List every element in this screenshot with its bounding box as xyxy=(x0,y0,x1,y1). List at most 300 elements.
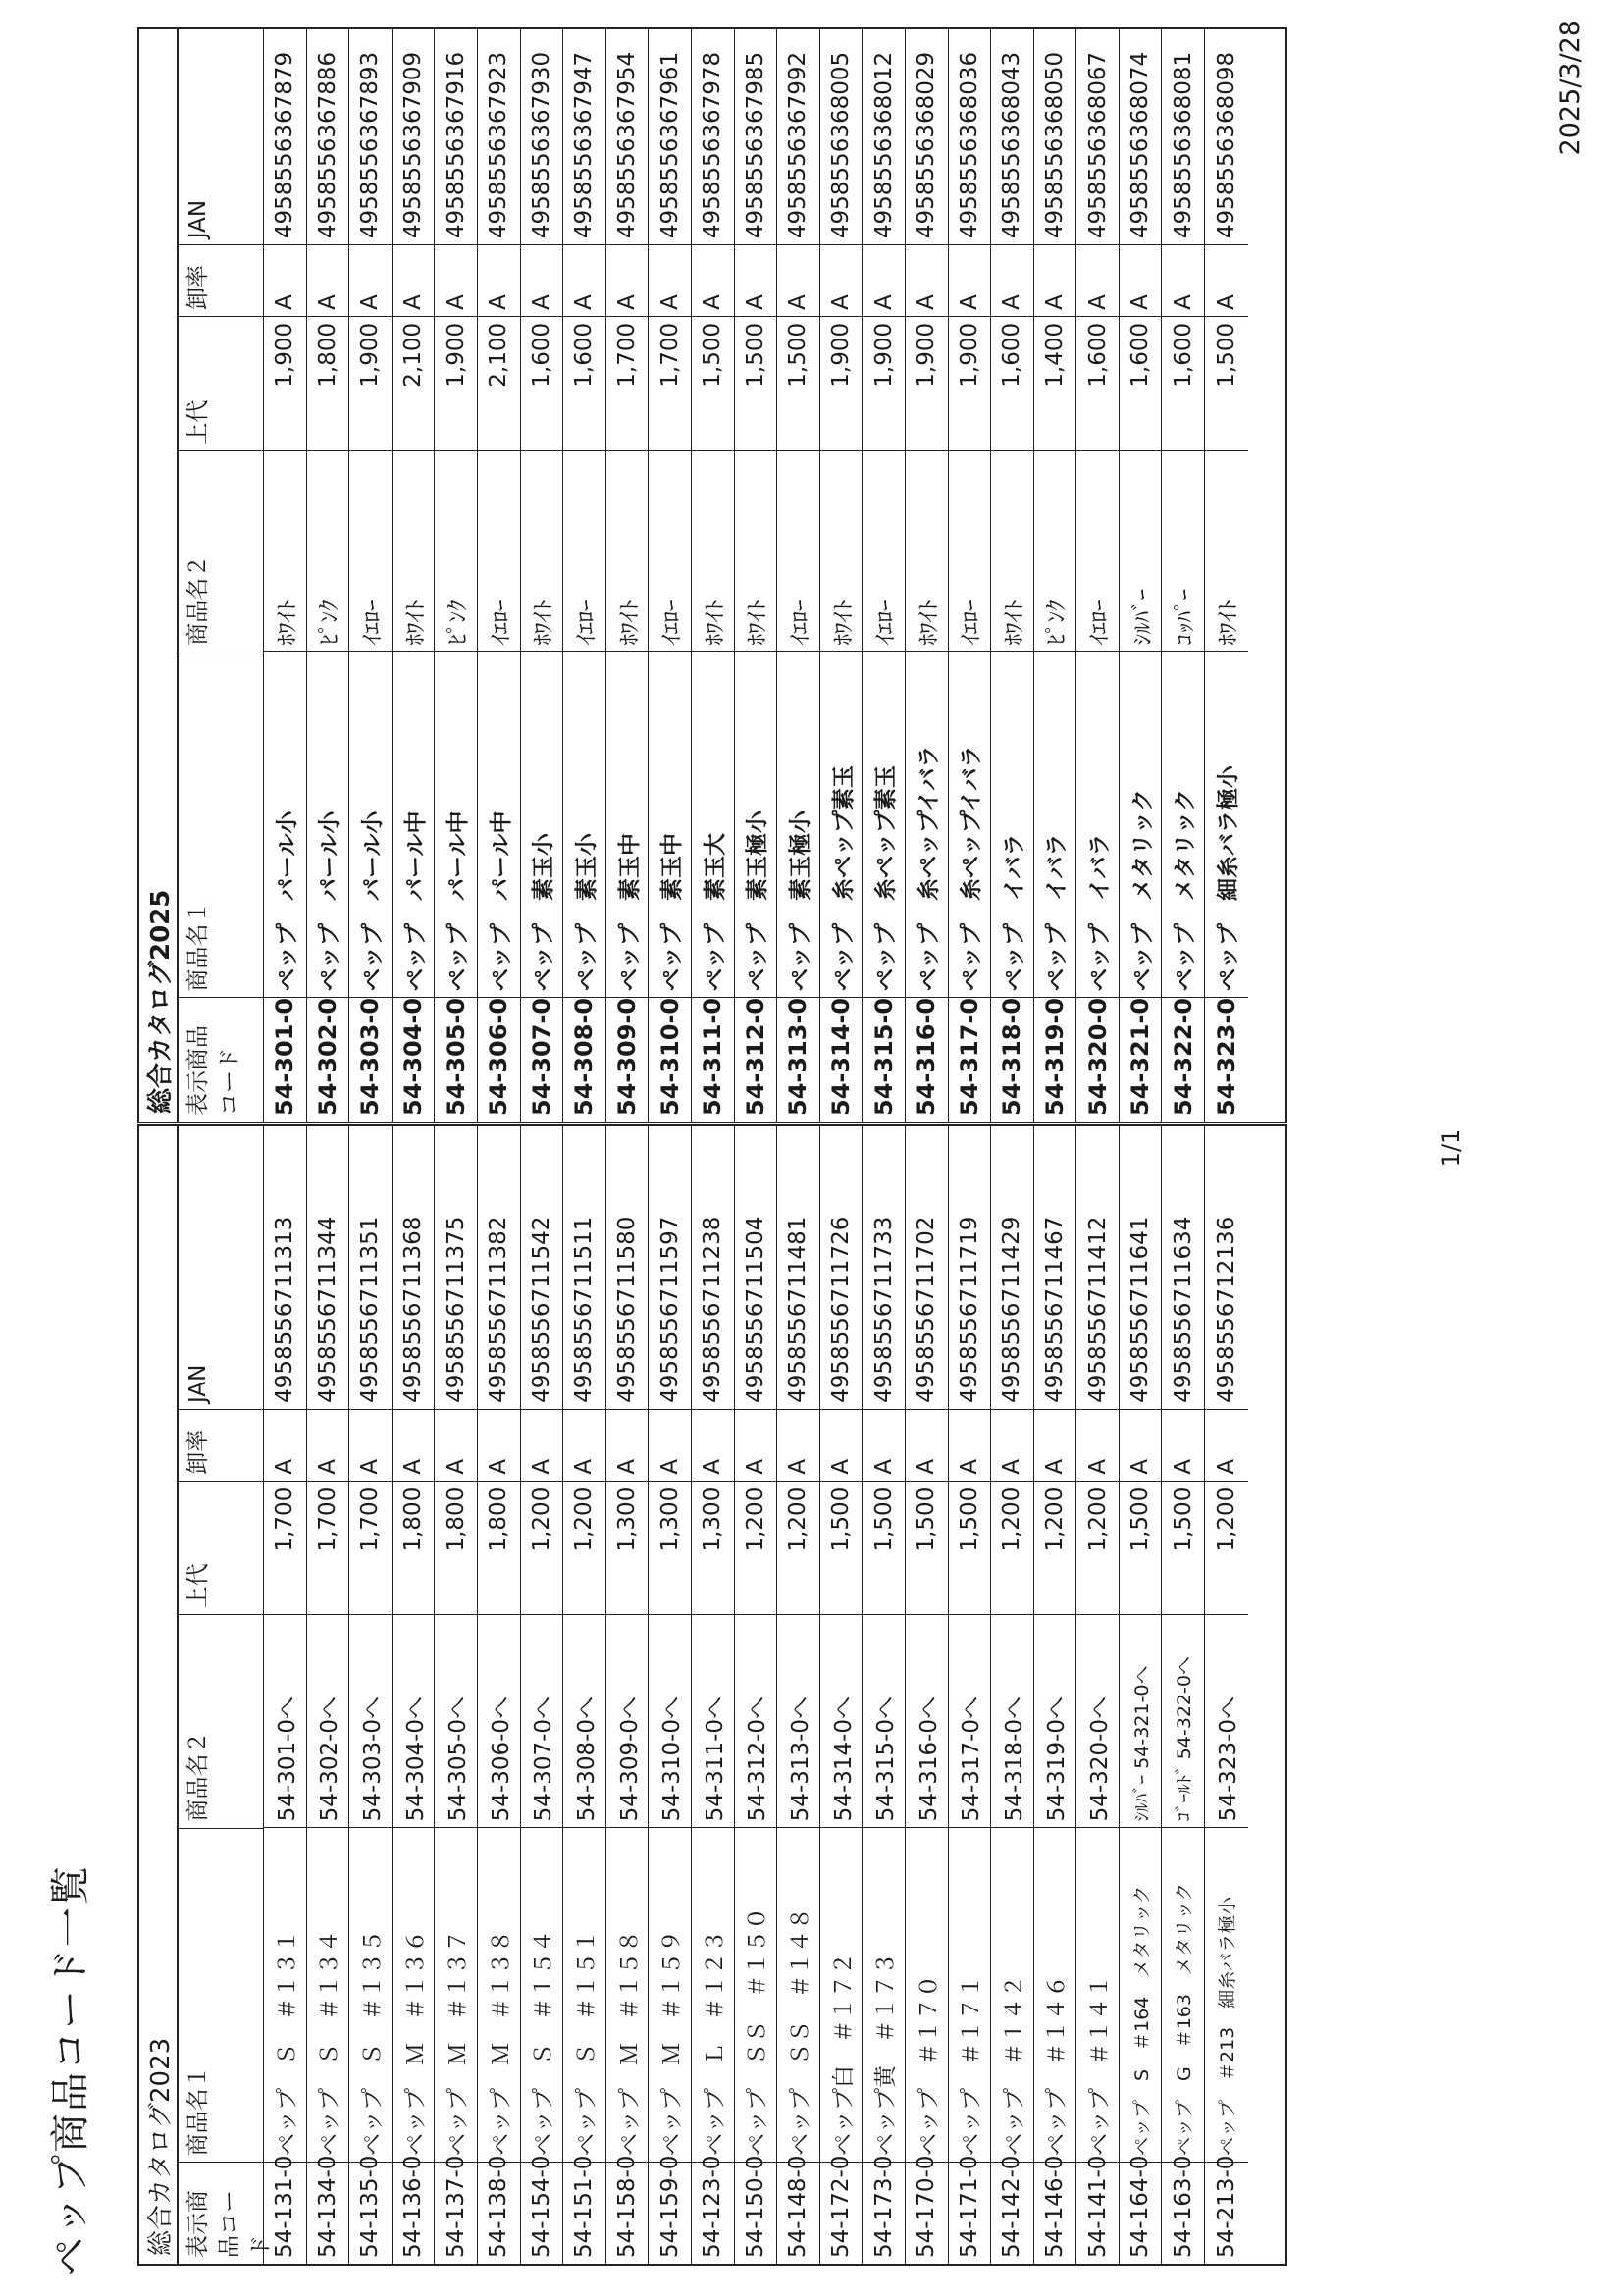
cell-name1: ペップ Ｌ ＃１２３ xyxy=(692,1827,734,2162)
cell-price: 1,200 xyxy=(1034,1481,1076,1615)
cell-name1: ペップ 素玉中 xyxy=(606,651,649,997)
header-name2: 商品名２ xyxy=(179,1614,263,1827)
cell-rate: A xyxy=(264,1409,306,1481)
cell-name1: ペップ Ｍ ＃１５８ xyxy=(606,1827,649,2162)
cell-code: 54-317-0 xyxy=(949,997,991,1122)
table-row xyxy=(735,29,778,1122)
cell-name1: ペップ パール中 xyxy=(478,651,520,997)
header-jan: JAN xyxy=(185,199,211,239)
cell-name2: ﾎﾜｲﾄ xyxy=(1205,450,1248,651)
table-row xyxy=(307,1126,350,2264)
cell-name2: 54-306-0へ xyxy=(478,1614,520,1827)
header-rate: 卸率 xyxy=(179,1409,263,1481)
cell-name2: 54-314-0へ xyxy=(820,1614,863,1827)
cell-price: 1,500 xyxy=(1120,1481,1162,1615)
cell-price: 1,700 xyxy=(307,1481,349,1615)
cell-code: 54-305-0 xyxy=(435,997,477,1122)
cell-jan: 4958556711481 xyxy=(785,1216,812,1403)
cell-jan: 4958556711429 xyxy=(999,1216,1025,1403)
table-row xyxy=(649,29,692,1122)
cell-name2: 54-312-0へ xyxy=(735,1614,777,1827)
catalog-2023-header-row xyxy=(179,1126,275,2264)
table-row xyxy=(264,29,307,1122)
table-row xyxy=(820,29,864,1122)
cell-price: 1,500 xyxy=(906,1481,948,1615)
table-row xyxy=(735,1126,778,2264)
cell-rate: A xyxy=(949,1409,991,1481)
print-date: 2025/3/28 xyxy=(1555,20,1586,156)
cell-jan: 4958556367886 xyxy=(314,51,340,239)
cell-jan: 4958556367893 xyxy=(357,51,384,239)
cell-price: 1,600 xyxy=(991,316,1033,450)
cell-code: 54-163-0 xyxy=(1162,2162,1204,2264)
cell-rate: A xyxy=(777,244,819,316)
cell-name1: ペップ黄 ＃１７３ xyxy=(863,1827,905,2162)
cell-rate: A xyxy=(1205,244,1248,316)
cell-jan: 4958556367947 xyxy=(571,51,598,239)
cell-code: 54-308-0 xyxy=(563,997,605,1122)
cell-price: 1,600 xyxy=(563,316,605,450)
cell-name2: ｺﾞｰﾙﾄﾞ 54-322-0へ xyxy=(1162,1614,1204,1827)
page-number: 1/1 xyxy=(1438,1128,1465,1168)
cell-code: 54-313-0 xyxy=(777,997,819,1122)
cell-name2: 54-318-0へ xyxy=(991,1614,1033,1827)
cell-rate: A xyxy=(991,1409,1033,1481)
cell-price: 1,600 xyxy=(1120,316,1162,450)
cell-name1: ペップ イバラ xyxy=(1034,651,1076,997)
cell-code: 54-314-0 xyxy=(820,997,863,1122)
table-row xyxy=(478,1126,521,2264)
cell-jan: 4958556711719 xyxy=(956,1216,982,1403)
cell-jan: 4958556711238 xyxy=(700,1216,726,1403)
cell-rate: A xyxy=(1205,1409,1248,1481)
cell-code: 54-310-0 xyxy=(649,997,691,1122)
cell-name1: ペップ Ｓ ＃１５１ xyxy=(563,1827,605,2162)
table-row xyxy=(949,29,992,1122)
cell-code: 54-311-0 xyxy=(692,997,734,1122)
cell-code: 54-322-0 xyxy=(1162,997,1204,1122)
cell-code: 54-307-0 xyxy=(521,997,563,1122)
cell-name2: ﾋﾟﾝｸ xyxy=(1034,450,1076,651)
table-row xyxy=(606,29,650,1122)
cell-name2: 54-303-0へ xyxy=(349,1614,392,1827)
cell-name1: ペップ Ｓ ＃１３４ xyxy=(307,1827,349,2162)
cell-name2: 54-307-0へ xyxy=(521,1614,563,1827)
cell-name2: 54-319-0へ xyxy=(1034,1614,1076,1827)
cell-jan: 4958556711733 xyxy=(870,1216,897,1403)
cell-name1: ペップ パール小 xyxy=(264,651,306,997)
cell-jan: 4958556711511 xyxy=(571,1216,598,1403)
cell-rate: A xyxy=(349,1409,392,1481)
cell-price: 1,200 xyxy=(777,1481,819,1615)
cell-name1: ペップ Ｍ ＃１３８ xyxy=(478,1827,520,2162)
cell-code: 54-321-0 xyxy=(1120,997,1162,1122)
table-row xyxy=(777,29,820,1122)
header-name2: 商品名２ xyxy=(179,450,263,651)
cell-name2: 54-310-0へ xyxy=(649,1614,691,1827)
cell-name1: ペップ ＃１４６ xyxy=(1034,1827,1076,2162)
cell-name2: ﾋﾟﾝｸ xyxy=(435,450,477,651)
cell-code: 54-151-0 xyxy=(563,2162,605,2264)
cell-rate: A xyxy=(1034,1409,1076,1481)
cell-rate: A xyxy=(735,244,777,316)
cell-name2: 54-308-0へ xyxy=(563,1614,605,1827)
cell-jan: 4958556711634 xyxy=(1170,1216,1196,1403)
table-row xyxy=(1120,29,1163,1122)
cell-name1: ペップ Ｓ ＃１３１ xyxy=(264,1827,306,2162)
cell-name2: 54-317-0へ xyxy=(949,1614,991,1827)
page-title: ペップ商品コード一覧 xyxy=(48,1864,93,2276)
cell-jan: 4958556367954 xyxy=(614,51,641,239)
table-row xyxy=(906,29,949,1122)
cell-code: 54-323-0 xyxy=(1205,997,1248,1122)
table-row xyxy=(1034,1126,1077,2264)
cell-code: 54-170-0 xyxy=(906,2162,948,2264)
cell-code: 54-146-0 xyxy=(1034,2162,1076,2264)
cell-name1: ペップ ＃１４１ xyxy=(1076,1827,1119,2162)
cell-rate: A xyxy=(1076,244,1119,316)
cell-code: 54-320-0 xyxy=(1076,997,1119,1122)
cell-price: 1,900 xyxy=(349,316,392,450)
cell-rate: A xyxy=(1120,244,1162,316)
cell-price: 1,900 xyxy=(435,316,477,450)
cell-price: 1,500 xyxy=(1205,316,1248,450)
cell-price: 1,500 xyxy=(735,316,777,450)
table-row xyxy=(1076,1126,1120,2264)
table-row xyxy=(435,29,478,1122)
cell-code: 54-137-0 xyxy=(435,2162,477,2264)
cell-price: 1,800 xyxy=(435,1481,477,1615)
header-code: 表示商品コード xyxy=(179,997,263,1122)
cell-name2: ﾎﾜｲﾄ xyxy=(393,450,435,651)
cell-price: 1,900 xyxy=(906,316,948,450)
cell-jan: 4958556367985 xyxy=(742,51,768,239)
cell-name1: ペップ G ＃163 メタリック xyxy=(1162,1827,1204,2162)
cell-rate: A xyxy=(735,1409,777,1481)
cell-jan: 4958556711702 xyxy=(914,1216,940,1403)
cell-name2: 54-316-0へ xyxy=(906,1614,948,1827)
cell-jan: 4958556367923 xyxy=(486,51,512,239)
cell-name1: ペップ 糸ペップ素玉 xyxy=(863,651,905,997)
table-row xyxy=(435,1126,478,2264)
cell-code: 54-319-0 xyxy=(1034,997,1076,1122)
cell-code: 54-309-0 xyxy=(606,997,649,1122)
cell-name2: 54-315-0へ xyxy=(863,1614,905,1827)
cell-price: 1,700 xyxy=(649,316,691,450)
cell-price: 2,100 xyxy=(478,316,520,450)
cell-name2: 54-311-0へ xyxy=(692,1614,734,1827)
cell-name2: 54-305-0へ xyxy=(435,1614,477,1827)
cell-code: 54-315-0 xyxy=(863,997,905,1122)
cell-name2: ﾎﾜｲﾄ xyxy=(820,450,863,651)
cell-jan: 4958556367978 xyxy=(700,51,726,239)
catalog-2025-header-row xyxy=(179,29,264,1122)
cell-price: 1,700 xyxy=(349,1481,392,1615)
cell-name2: 54-320-0へ xyxy=(1076,1614,1119,1827)
cell-name1: ペップ Ｓ ＃１５４ xyxy=(521,1827,563,2162)
cell-jan: 4958556711504 xyxy=(742,1216,768,1403)
table-row xyxy=(563,29,606,1122)
cell-jan: 4958556711726 xyxy=(828,1216,855,1403)
cell-name2: ｲｴﾛｰ xyxy=(949,450,991,651)
table-row xyxy=(307,29,350,1122)
cell-name2: 54-302-0へ xyxy=(307,1614,349,1827)
table-row xyxy=(349,29,393,1122)
cell-code: 54-171-0 xyxy=(949,2162,991,2264)
cell-rate: A xyxy=(863,1409,905,1481)
cell-name1: ペップ 糸ペップイバラ xyxy=(906,651,948,997)
cell-code: 54-312-0 xyxy=(735,997,777,1122)
header-rate: 卸率 xyxy=(179,244,263,316)
cell-rate: A xyxy=(1120,1409,1162,1481)
cell-name2: ｲｴﾛｰ xyxy=(478,450,520,651)
cell-code: 54-131-0 xyxy=(264,2162,306,2264)
cell-code: 54-303-0 xyxy=(349,997,392,1122)
table-row xyxy=(478,29,521,1122)
header-name1: 商品名１ xyxy=(179,1828,263,2163)
cell-name1: ペップ ＃１４２ xyxy=(991,1827,1033,2162)
cell-price: 1,200 xyxy=(563,1481,605,1615)
cell-name2: ｼﾙﾊﾞｰ xyxy=(1120,450,1162,651)
cell-code: 54-154-0 xyxy=(521,2162,563,2264)
cell-name1: ペップ ＳＳ ＃１５０ xyxy=(735,1827,777,2162)
cell-code: 54-159-0 xyxy=(649,2162,691,2264)
cell-jan: 4958556711368 xyxy=(400,1216,427,1403)
cell-name1: ペップ ＃213 細糸バラ極小 xyxy=(1205,1827,1248,2162)
cell-code: 54-301-0 xyxy=(264,997,306,1122)
cell-name2: ﾎﾜｲﾄ xyxy=(606,450,649,651)
cell-name1: ペップ パール小 xyxy=(307,651,349,997)
cell-name2: ｲｴﾛｰ xyxy=(563,450,605,651)
cell-name2: ｺｯﾊﾟｰ xyxy=(1162,450,1204,651)
cell-price: 2,100 xyxy=(393,316,435,450)
cell-jan: 4958556367916 xyxy=(443,51,469,239)
cell-code: 54-164-0 xyxy=(1120,2162,1162,2264)
table-row xyxy=(692,1126,735,2264)
cell-name2: ﾋﾟﾝｸ xyxy=(307,450,349,651)
cell-price: 1,600 xyxy=(521,316,563,450)
header-price: 上代 xyxy=(179,1481,263,1615)
cell-rate: A xyxy=(820,1409,863,1481)
cell-name1: ペップ 糸ペップ素玉 xyxy=(820,651,863,997)
cell-rate: A xyxy=(949,244,991,316)
cell-name2: ﾎﾜｲﾄ xyxy=(735,450,777,651)
cell-rate: A xyxy=(692,1409,734,1481)
cell-jan: 4958556711467 xyxy=(1041,1216,1068,1403)
cell-name1: ペップ Ｍ ＃１５９ xyxy=(649,1827,691,2162)
cell-rate: A xyxy=(478,244,520,316)
table-row xyxy=(393,29,436,1122)
cell-name2: ｲｴﾛｰ xyxy=(649,450,691,651)
cell-price: 1,300 xyxy=(649,1481,691,1615)
table-row xyxy=(991,29,1034,1122)
cell-jan: 4958556368012 xyxy=(870,51,897,239)
cell-jan: 4958556711344 xyxy=(314,1216,340,1403)
table-row xyxy=(649,1126,692,2264)
cell-code: 54-142-0 xyxy=(991,2162,1033,2264)
cell-name1: ペップ Ｓ ＃１３５ xyxy=(349,1827,392,2162)
cell-name2: ｲｴﾛｰ xyxy=(1076,450,1119,651)
cell-rate: A xyxy=(521,1409,563,1481)
cell-rate: A xyxy=(649,1409,691,1481)
cell-rate: A xyxy=(563,244,605,316)
cell-price: 1,500 xyxy=(949,1481,991,1615)
table-row xyxy=(1120,1126,1163,2264)
cell-name2: ｲｴﾛｰ xyxy=(863,450,905,651)
cell-price: 1,600 xyxy=(1076,316,1119,450)
cell-rate: A xyxy=(1034,244,1076,316)
cell-price: 1,600 xyxy=(1162,316,1204,450)
cell-jan: 4958556368081 xyxy=(1170,51,1196,239)
cell-name1: ペップ S ＃164 メタリック xyxy=(1120,1827,1162,2162)
cell-name2: ﾎﾜｲﾄ xyxy=(906,450,948,651)
cell-name2: ｲｴﾛｰ xyxy=(349,450,392,651)
cell-name1: ペップ メタリック xyxy=(1162,651,1204,997)
table-row xyxy=(820,1126,864,2264)
cell-rate: A xyxy=(649,244,691,316)
cell-name1: ペップ メタリック xyxy=(1120,651,1162,997)
cell-price: 1,200 xyxy=(521,1481,563,1615)
cell-name2: 54-309-0へ xyxy=(606,1614,649,1827)
cell-name1: ペップ Ｍ ＃１３７ xyxy=(435,1827,477,2162)
cell-name2: ｼﾙﾊﾞｰ 54-321-0へ xyxy=(1120,1614,1162,1827)
header-name1: 商品名１ xyxy=(179,652,263,998)
cell-code: 54-302-0 xyxy=(307,997,349,1122)
cell-rate: A xyxy=(863,244,905,316)
table-row xyxy=(393,1126,436,2264)
table-row xyxy=(991,1126,1034,2264)
cell-price: 1,500 xyxy=(820,1481,863,1615)
cell-name2: 54-301-0へ xyxy=(264,1614,306,1827)
table-row xyxy=(264,1126,307,2264)
cell-rate: A xyxy=(606,244,649,316)
table-row xyxy=(1076,29,1120,1122)
header-price: 上代 xyxy=(179,316,263,451)
cell-name2: 54-323-0へ xyxy=(1205,1614,1248,1827)
cell-rate: A xyxy=(393,244,435,316)
cell-name2: ﾎﾜｲﾄ xyxy=(692,450,734,651)
cell-price: 1,500 xyxy=(863,1481,905,1615)
cell-jan: 4958556711542 xyxy=(528,1216,554,1403)
header-code: 表示商品コード xyxy=(179,2162,263,2264)
cell-name2: ｲｴﾛｰ xyxy=(777,450,819,651)
cell-jan: 4958556367992 xyxy=(785,51,812,239)
cell-jan: 4958556711351 xyxy=(357,1216,384,1403)
cell-name1: ペップ パール中 xyxy=(435,651,477,997)
cell-jan: 4958556368029 xyxy=(914,51,940,239)
cell-price: 1,300 xyxy=(606,1481,649,1615)
cell-code: 54-213-0 xyxy=(1205,2162,1248,2264)
cell-rate: A xyxy=(435,244,477,316)
cell-jan: 4958556367930 xyxy=(528,51,554,239)
cell-price: 1,900 xyxy=(863,316,905,450)
cell-price: 1,700 xyxy=(606,316,649,450)
cell-price: 1,500 xyxy=(692,316,734,450)
cell-jan: 4958556711382 xyxy=(486,1216,512,1403)
cell-name2: ﾎﾜｲﾄ xyxy=(264,450,306,651)
cell-jan: 4958556368074 xyxy=(1127,51,1154,239)
catalog-2023-title: 総合カタログ2023 xyxy=(139,1126,179,2264)
cell-price: 1,400 xyxy=(1034,316,1076,450)
catalog-2025-title: 総合カタログ2025 xyxy=(139,29,179,1122)
table-row xyxy=(692,29,735,1122)
cell-jan: 4958556368043 xyxy=(999,51,1025,239)
cell-code: 54-138-0 xyxy=(478,2162,520,2264)
cell-jan: 4958556711597 xyxy=(656,1216,683,1403)
cell-name1: ペップ 糸ペップイバラ xyxy=(949,651,991,997)
table-row xyxy=(563,1126,606,2264)
cell-jan: 4958556368050 xyxy=(1041,51,1068,239)
table-row xyxy=(1162,1126,1205,2264)
cell-rate: A xyxy=(606,1409,649,1481)
cell-name1: ペップ イバラ xyxy=(1076,651,1119,997)
cell-price: 1,200 xyxy=(1076,1481,1119,1615)
table-row xyxy=(949,1126,992,2264)
cell-rate: A xyxy=(1162,1409,1204,1481)
cell-name2: ﾎﾜｲﾄ xyxy=(991,450,1033,651)
cell-code: 54-150-0 xyxy=(735,2162,777,2264)
cell-code: 54-148-0 xyxy=(777,2162,819,2264)
cell-price: 1,500 xyxy=(777,316,819,450)
cell-jan: 4958556712136 xyxy=(1213,1216,1239,1403)
cell-name2: ﾎﾜｲﾄ xyxy=(521,450,563,651)
cell-code: 54-134-0 xyxy=(307,2162,349,2264)
cell-code: 54-136-0 xyxy=(393,2162,435,2264)
table-row xyxy=(777,1126,820,2264)
cell-price: 1,700 xyxy=(264,1481,306,1615)
cell-name2: 54-304-0へ xyxy=(393,1614,435,1827)
cell-price: 1,800 xyxy=(478,1481,520,1615)
cell-name1: ペップ Ｍ ＃１３６ xyxy=(393,1827,435,2162)
table-row xyxy=(1034,29,1077,1122)
cell-rate: A xyxy=(991,244,1033,316)
cell-code: 54-135-0 xyxy=(349,2162,392,2264)
cell-rate: A xyxy=(1162,244,1204,316)
cell-jan: 4958556368067 xyxy=(1084,51,1111,239)
cell-rate: A xyxy=(307,244,349,316)
cell-rate: A xyxy=(692,244,734,316)
cell-rate: A xyxy=(906,244,948,316)
cell-name1: ペップ 素玉極小 xyxy=(735,651,777,997)
cell-name1: ペップ ＃１７０ xyxy=(906,1827,948,2162)
cell-code: 54-141-0 xyxy=(1076,2162,1119,2264)
cell-code: 54-172-0 xyxy=(820,2162,863,2264)
cell-rate: A xyxy=(777,1409,819,1481)
cell-name1: ペップ パール中 xyxy=(393,651,435,997)
cell-price: 1,900 xyxy=(820,316,863,450)
table-row xyxy=(906,1126,949,2264)
cell-code: 54-318-0 xyxy=(991,997,1033,1122)
table-row xyxy=(1205,29,1248,1122)
table-row xyxy=(606,1126,650,2264)
cell-jan: 4958556711412 xyxy=(1084,1216,1111,1403)
header-jan: JAN xyxy=(185,1364,211,1403)
cell-code: 54-123-0 xyxy=(692,2162,734,2264)
cell-rate: A xyxy=(521,244,563,316)
cell-price: 1,300 xyxy=(692,1481,734,1615)
cell-code: 54-304-0 xyxy=(393,997,435,1122)
table-row xyxy=(863,29,906,1122)
cell-name1: ペップ白 ＃１７２ xyxy=(820,1827,863,2162)
cell-name1: ペップ 素玉極小 xyxy=(777,651,819,997)
cell-name1: ペップ 素玉中 xyxy=(649,651,691,997)
cell-code: 54-316-0 xyxy=(906,997,948,1122)
cell-jan: 4958556367909 xyxy=(400,51,427,239)
cell-jan: 4958556711375 xyxy=(443,1216,469,1403)
cell-rate: A xyxy=(563,1409,605,1481)
cell-name1: ペップ 素玉大 xyxy=(692,651,734,997)
cell-rate: A xyxy=(1076,1409,1119,1481)
